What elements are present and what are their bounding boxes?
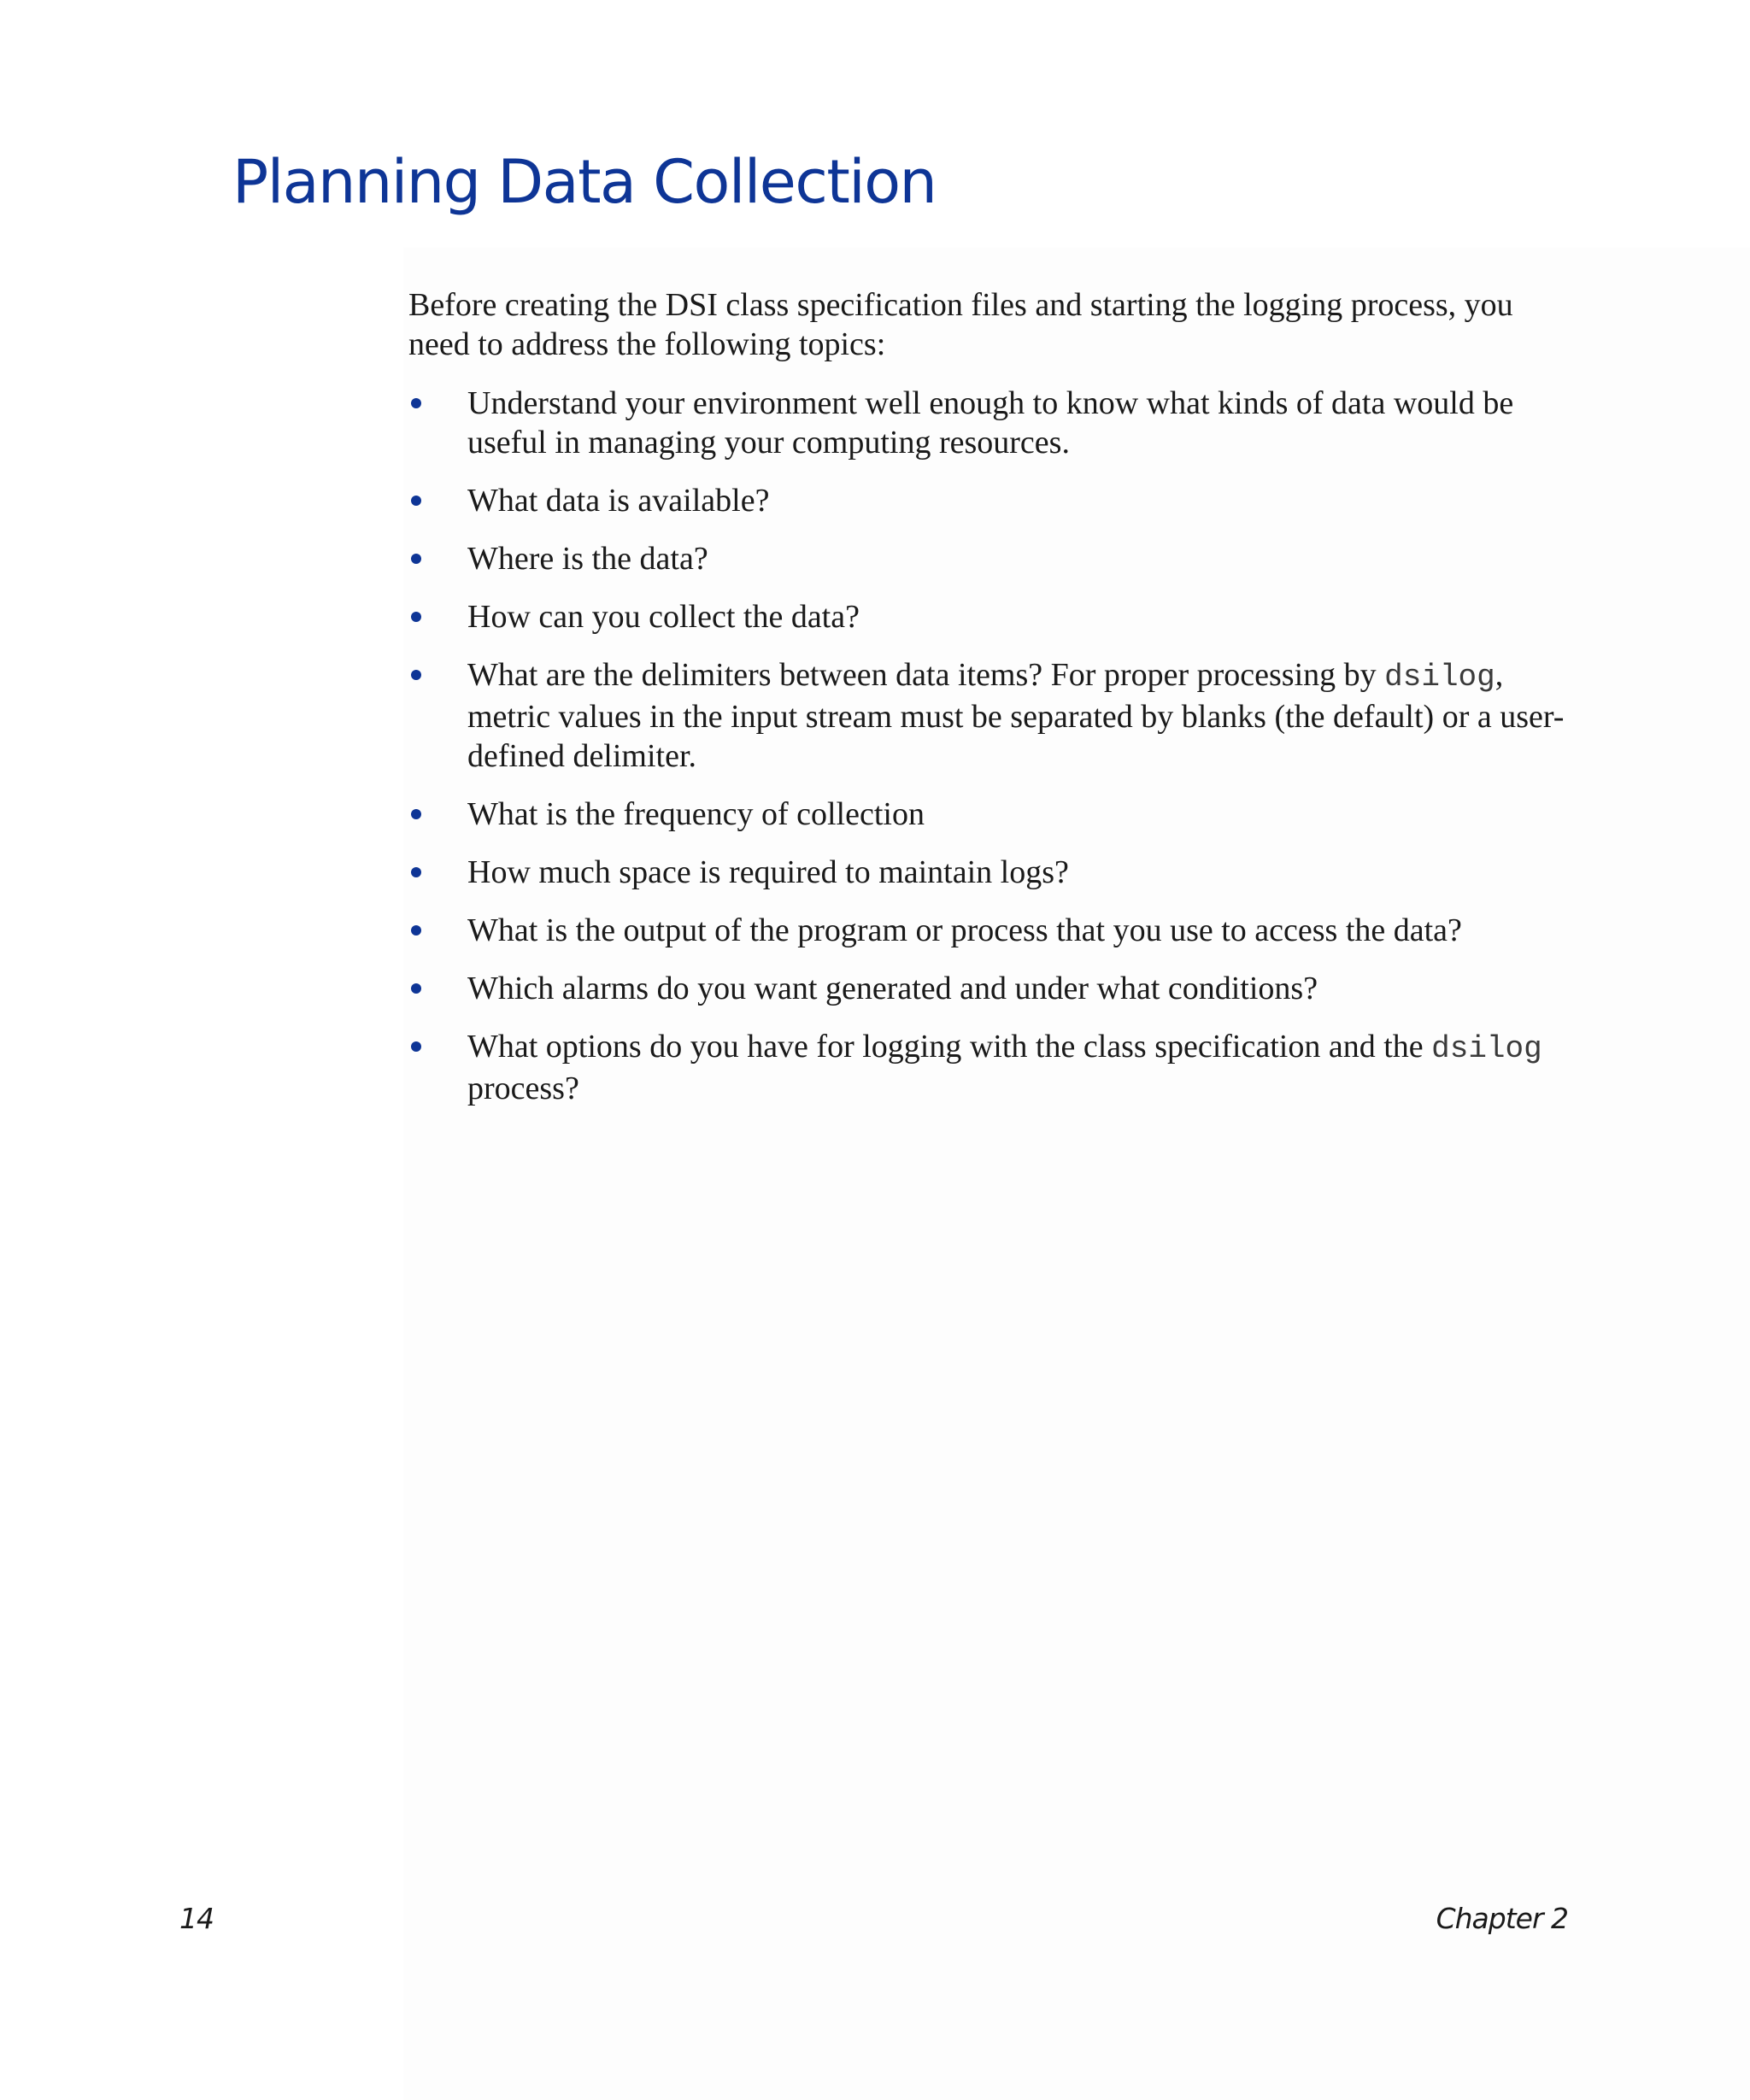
code-dsilog: dsilog (1431, 1031, 1542, 1066)
bullet-icon (411, 867, 421, 877)
list-item (408, 481, 1571, 520)
bullet-icon (411, 554, 421, 564)
list-item (408, 597, 1571, 636)
bullet-icon (411, 670, 421, 680)
list-item-text: What is the output of the program or process that you use to access the data? (467, 912, 1462, 948)
list-item (408, 655, 1571, 776)
list-item (408, 384, 1571, 462)
bullet-icon (411, 1041, 421, 1052)
list-item (408, 853, 1571, 892)
list-item (408, 1027, 1571, 1108)
list-item-text: What are the delimiters between data items? For proper processing by (467, 657, 1385, 693)
bullet-icon (411, 612, 421, 622)
list-item-text: Understand your environment well enough to know what kinds of data would be useful in managing your computing resources. (467, 385, 1514, 460)
main-content (408, 285, 1571, 1127)
list-item-text: How can you collect the data? (467, 599, 860, 635)
bullet-icon (411, 398, 421, 408)
code-dsilog: dsilog (1384, 660, 1495, 695)
list-item-text: Where is the data? (467, 541, 708, 577)
bullet-icon (411, 925, 421, 936)
list-item-text: Which alarms do you want generated and under what conditions? (467, 971, 1318, 1006)
list-item-text: What options do you have for logging with the class specification and the (467, 1029, 1432, 1065)
list-item (408, 911, 1571, 950)
list-item-text: What is the frequency of collection (467, 796, 925, 832)
list-item (408, 795, 1571, 834)
bullet-icon (411, 809, 421, 819)
page-title: Planning Data Collection (232, 147, 937, 217)
bullet-icon (411, 983, 421, 994)
intro-paragraph: Before creating the DSI class specification files and starting the logging process, you need to address the following topics: (408, 287, 1513, 362)
chapter-label: Chapter 2 (1436, 1902, 1568, 1935)
bullet-icon (411, 496, 421, 506)
list-item-text: What data is available? (467, 483, 770, 519)
list-item (408, 539, 1571, 578)
list-item-text: How much space is required to maintain logs? (467, 854, 1069, 890)
list-item-text: process? (467, 1071, 579, 1106)
list-item-text: , metric values in the input stream must be separated by blanks (the default) or a user-defined delimiter. (467, 657, 1565, 774)
page-number: 14 (179, 1902, 214, 1935)
topic-list (408, 384, 1571, 1108)
list-item (408, 969, 1571, 1008)
